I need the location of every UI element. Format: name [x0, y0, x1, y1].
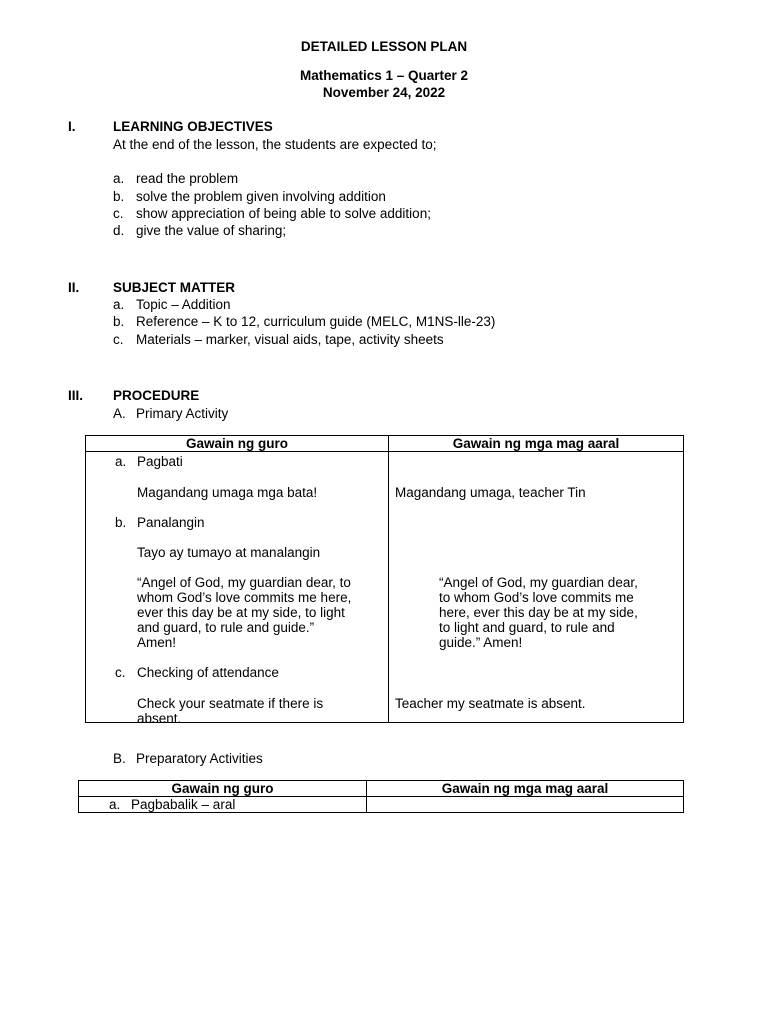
attendance-label: Checking of attendance	[137, 665, 279, 680]
column-header-students: Gawain ng mga mag aaral	[367, 781, 684, 797]
section-3-number: III.	[68, 388, 84, 403]
item-letter: c.	[113, 206, 124, 221]
column-header-teacher: Gawain ng guro	[86, 436, 389, 452]
teacher-prayer-text	[137, 575, 351, 650]
document-title: DETAILED LESSON PLAN	[300, 39, 468, 54]
date-line: November 24, 2022	[322, 85, 446, 100]
item-text: Primary Activity	[136, 406, 229, 421]
prayer-line: ever this day be at my side, to light	[137, 605, 345, 620]
prayer-line: Amen!	[137, 635, 177, 650]
student-activities-cell	[367, 797, 684, 813]
teacher-activities-cell	[86, 452, 389, 726]
section-1-number: I.	[68, 119, 76, 134]
prayer-line: to whom God’s love commits me	[438, 590, 634, 605]
primary-activity-table	[85, 435, 684, 726]
item-text: Preparatory Activities	[136, 751, 263, 766]
item-text: give the value of sharing;	[136, 223, 287, 238]
item-text: Reference – K to 12, curriculum guide (MELC, M1NS-lle-23)	[136, 314, 496, 329]
section-2-title: SUBJECT MATTER	[113, 280, 236, 295]
item-letter: a.	[113, 297, 125, 312]
instruction-line: Check your seatmate if there is	[137, 696, 324, 711]
student-prayer-text	[439, 575, 638, 650]
instruction-line: absent.	[137, 711, 182, 726]
item-letter: b.	[113, 314, 125, 329]
prayer-line: whom God’s love commits me here,	[137, 590, 352, 605]
teacher-attendance-instruction	[137, 696, 323, 726]
section-3-title: PROCEDURE	[113, 388, 200, 403]
prayer-line: “Angel of God, my guardian dear, to	[137, 575, 351, 590]
item-letter: c.	[115, 665, 126, 680]
item-text: show appreciation of being able to solve addition;	[136, 206, 431, 221]
procedure-sub-a	[113, 406, 228, 422]
item-letter: B.	[113, 751, 126, 766]
objective-item	[113, 189, 386, 205]
prayer-line: here, ever this day be at my side,	[438, 605, 638, 620]
item-letter: b.	[113, 189, 125, 204]
subject-item	[113, 297, 231, 313]
item-letter: A.	[113, 406, 126, 421]
prayer-line: guide.” Amen!	[438, 635, 523, 650]
greeting-label: Pagbati	[137, 454, 183, 469]
item-text: Topic – Addition	[136, 297, 231, 312]
subject-item	[113, 314, 495, 330]
objective-item	[113, 223, 286, 239]
teacher-activities-cell	[79, 797, 367, 813]
item-letter: c.	[113, 332, 124, 347]
preparatory-activities-table	[78, 780, 684, 813]
item-text: read the problem	[136, 171, 239, 186]
item-letter: b.	[115, 515, 127, 530]
item-letter: d.	[113, 223, 125, 238]
column-header-students: Gawain ng mga mag aaral	[388, 436, 683, 452]
item-text: solve the problem given involving addition	[136, 189, 386, 204]
prayer-label: Panalangin	[137, 515, 205, 530]
teacher-prayer-instruction: Tayo ay tumayo at manalangin	[137, 545, 321, 560]
subject-item	[113, 332, 444, 348]
teacher-greeting: Magandang umaga mga bata!	[137, 485, 318, 500]
item-letter: a.	[115, 454, 127, 469]
student-attendance-response: Teacher my seatmate is absent.	[394, 696, 586, 711]
section-2-number: II.	[68, 280, 80, 295]
subject-line: Mathematics 1 – Quarter 2	[299, 68, 469, 83]
column-header-teacher: Gawain ng guro	[79, 781, 367, 797]
objective-item	[113, 171, 238, 187]
item-letter: a.	[113, 171, 125, 186]
prayer-line: and guard, to rule and guide.”	[137, 620, 315, 635]
prayer-line: to light and guard, to rule and	[438, 620, 615, 635]
procedure-sub-b	[113, 751, 263, 767]
objective-item	[113, 206, 431, 222]
section-1-title: LEARNING OBJECTIVES	[113, 119, 273, 134]
prayer-line: “Angel of God, my guardian dear,	[438, 575, 638, 590]
review-label: Pagbabalik – aral	[131, 797, 236, 812]
item-letter: a.	[109, 797, 121, 812]
objectives-intro: At the end of the lesson, the students are expected to;	[113, 137, 437, 152]
item-text: Materials – marker, visual aids, tape, activity sheets	[136, 332, 444, 347]
student-activities-cell	[388, 452, 683, 723]
student-greeting: Magandang umaga, teacher Tin	[394, 485, 586, 500]
